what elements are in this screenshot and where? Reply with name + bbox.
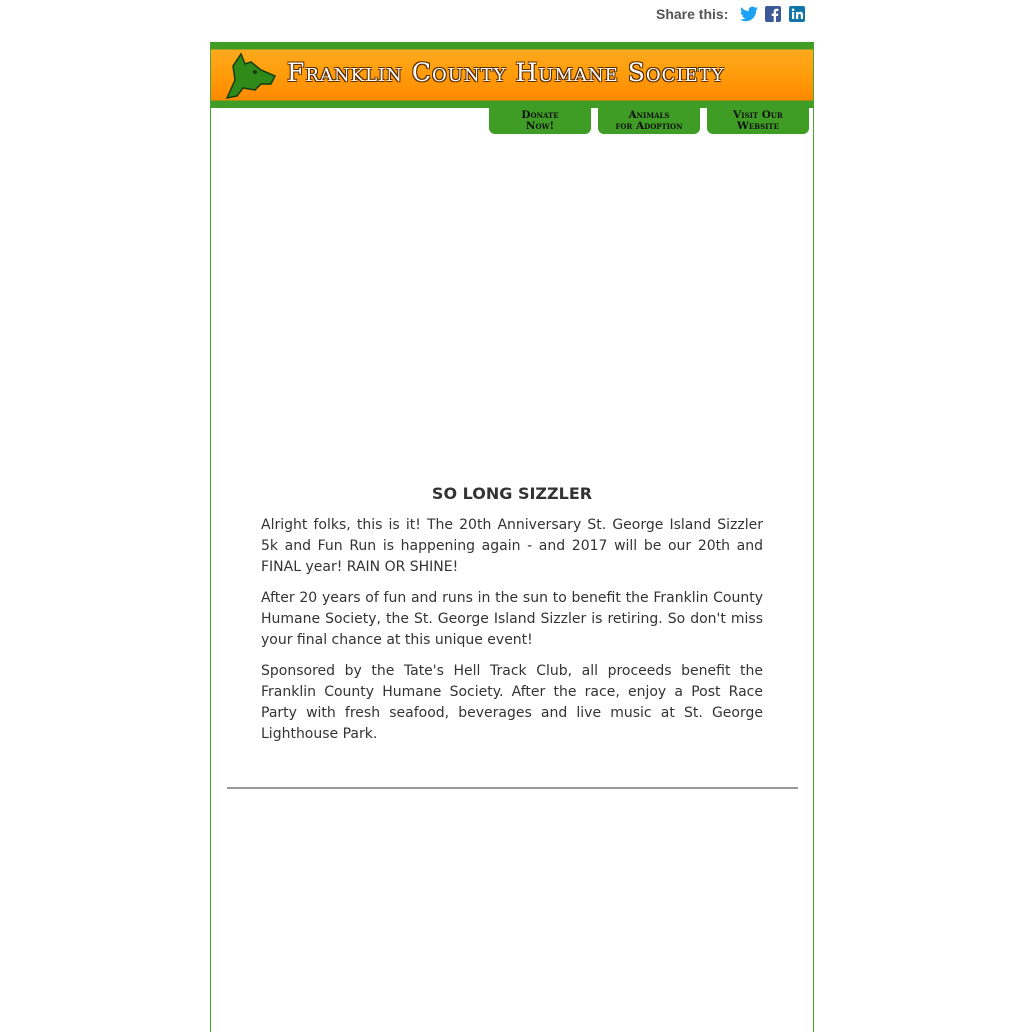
twitter-icon[interactable] bbox=[740, 5, 758, 23]
animals-for-adoption-button[interactable] bbox=[598, 108, 700, 134]
facebook-icon[interactable] bbox=[764, 5, 782, 23]
header-banner[interactable] bbox=[211, 42, 813, 108]
share-label: Share this: bbox=[656, 6, 729, 22]
site-title: Franklin County Humane Society bbox=[287, 58, 725, 87]
donate-button-label: Donate Now! bbox=[521, 109, 559, 132]
adoption-button-label: Animals for Adoption bbox=[615, 109, 683, 132]
article-title: SO LONG SIZZLER bbox=[431, 484, 593, 503]
linkedin-icon[interactable] bbox=[788, 5, 806, 23]
dog-logo-icon bbox=[221, 50, 279, 106]
article-paragraph: After 20 years of fun and runs in the sun to benefit the Franklin County Humane Society, the St. George Island Sizzler is retiring. So don't miss your final chance at this unique event! bbox=[261, 590, 763, 648]
article bbox=[261, 484, 763, 755]
visit-website-button[interactable] bbox=[707, 108, 809, 134]
share-bar bbox=[656, 0, 812, 28]
section-divider bbox=[227, 787, 798, 789]
donate-button[interactable] bbox=[489, 108, 591, 134]
article-paragraph: Alright folks, this is it! The 20th Anniversary St. George Island Sizzler 5k and Fun Run is happening again - and 2017 will be our 20th and FINAL year! RAIN OR SHINE! bbox=[261, 517, 763, 575]
article-paragraph: Sponsored by the Tate's Hell Track Club, all proceeds benefit the Franklin County Humane Society. After the race, enjoy a Post Race Party with fresh seafood, beverages and live music at St. George Lighthouse Park. bbox=[261, 663, 763, 742]
website-button-label: Visit Our Website bbox=[733, 109, 783, 132]
email-frame bbox=[210, 42, 814, 1032]
